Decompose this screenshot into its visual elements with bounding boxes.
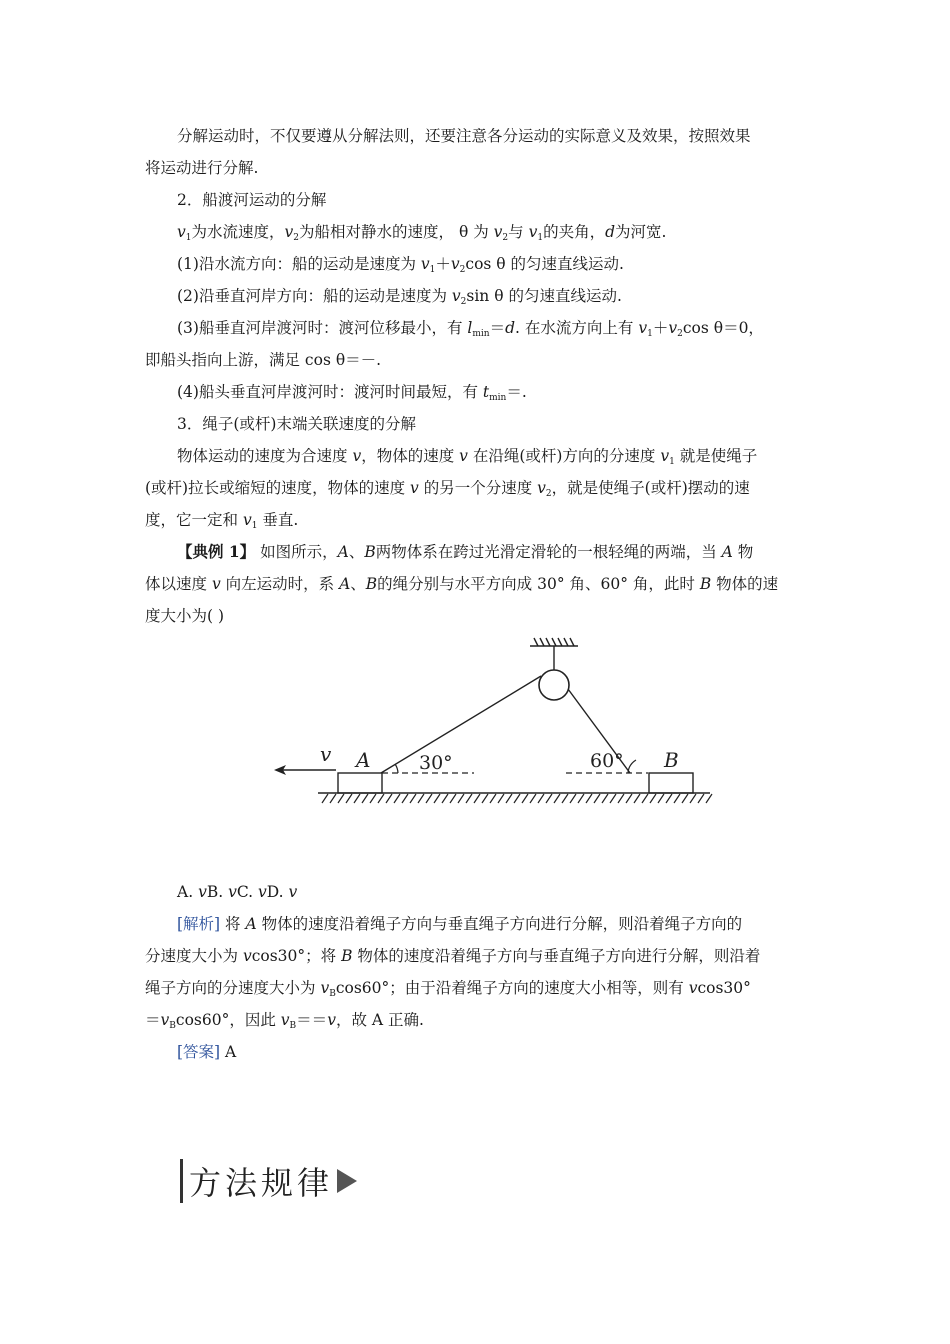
angle-b-label: 60° bbox=[590, 750, 624, 772]
hatch-mark bbox=[578, 794, 584, 803]
example-line: 体以速度 v 向左运动时，系 A、B的绳分别与水平方向成 30° 角、60° 角，此时 B 物体的速 bbox=[145, 575, 779, 593]
hatch-mark bbox=[482, 794, 488, 803]
pulley bbox=[539, 670, 569, 700]
paragraph-line: (或杆)拉长或缩短的速度，物体的速度 v 的另一个分速度 $v_2$，就是使绳子(或杆)摆动的速 bbox=[145, 479, 750, 499]
option-c[interactable]: C. v bbox=[236, 883, 267, 901]
hatch-mark bbox=[402, 794, 408, 803]
hatch-mark bbox=[506, 794, 512, 803]
hatch-mark bbox=[698, 794, 704, 803]
hatch-mark bbox=[338, 794, 344, 803]
hatch-mark bbox=[634, 794, 640, 803]
example-line: 【典例 1】 如图所示，A、B两物体系在跨过光滑定滑轮的一根轻绳的两端，当 A 物 bbox=[177, 542, 754, 561]
hatch-mark bbox=[682, 794, 688, 803]
example-line: 度大小为( ) bbox=[145, 607, 225, 625]
hatch-mark bbox=[354, 794, 360, 803]
angle-arc-a bbox=[395, 764, 398, 773]
hatch-mark bbox=[474, 794, 480, 803]
paragraph-line: 将运动进行分解. bbox=[145, 159, 259, 177]
hatch-mark bbox=[642, 794, 648, 803]
analysis-line: [解析] 将 A 物体的速度沿着绳子方向与垂直绳子方向进行分解，则沿着绳子方向的 bbox=[177, 915, 743, 933]
section-heading: 3．绳子(或杆)末端关联速度的分解 bbox=[177, 415, 416, 433]
hatch-mark bbox=[386, 794, 392, 803]
hatch-mark bbox=[490, 794, 496, 803]
analysis-line: $=v_B\cos 60^\circ$，因此 $v_B==v$，故 A 正确. bbox=[145, 1011, 424, 1031]
hatch-mark bbox=[522, 794, 528, 803]
title-bar bbox=[180, 1159, 183, 1203]
hatch-mark bbox=[434, 794, 440, 803]
play-triangle-icon bbox=[337, 1169, 357, 1193]
hatch-mark bbox=[442, 794, 448, 803]
hatch-mark bbox=[626, 794, 632, 803]
angle-a-label: 30° bbox=[419, 752, 453, 774]
rope-a bbox=[381, 676, 541, 773]
analysis-label: [解析] bbox=[177, 915, 221, 933]
hatch-mark bbox=[610, 794, 616, 803]
hatch-mark bbox=[378, 794, 384, 803]
hatch-mark bbox=[458, 794, 464, 803]
block-a bbox=[338, 773, 382, 793]
option-d[interactable]: D. v bbox=[266, 883, 298, 901]
definition-line: $v_1$为水流速度，$v_2$为船相对静水的速度， θ 为 $v_2$与 $v_1$的夹角，d为河宽. bbox=[177, 223, 667, 243]
hatch-mark bbox=[498, 794, 504, 803]
hatch-mark bbox=[370, 794, 376, 803]
hatch-mark bbox=[362, 794, 368, 803]
hatch-mark bbox=[674, 794, 680, 803]
hatch-mark bbox=[650, 794, 656, 803]
list-item: (3)船垂直河岸渡河时：渡河位移最小，有 $l_{min}=d$. 在水流方向上有 $v_1+v_2\cos$ θ＝0， bbox=[177, 319, 764, 339]
hatch-mark bbox=[538, 794, 544, 803]
answer-options bbox=[177, 882, 842, 902]
hatch-mark bbox=[394, 794, 400, 803]
paragraph-line: 分解运动时，不仅要遵从分解法则，还要注意各分运动的实际意义及效果，按照效果 bbox=[177, 127, 751, 145]
hatch-mark bbox=[450, 794, 456, 803]
paragraph-line: 度，它一定和 $v_1$ 垂直. bbox=[145, 511, 299, 531]
block-b bbox=[649, 773, 693, 793]
answer-line bbox=[177, 1042, 842, 1062]
answer-label: [答案] bbox=[177, 1043, 221, 1061]
list-item-continuation: 即船头指向上游，满足 cos θ＝－. bbox=[145, 351, 382, 369]
ground-hatch bbox=[322, 794, 712, 803]
hatch-mark bbox=[586, 794, 592, 803]
paragraph-line: 物体运动的速度为合速度 v，物体的速度 v 在沿绳(或杆)方向的分速度 $v_1$ 就是使绳子 bbox=[177, 447, 758, 467]
hatch-mark bbox=[666, 794, 672, 803]
pulley-diagram bbox=[268, 636, 718, 816]
block-a-label: A bbox=[356, 748, 371, 772]
hatch-mark bbox=[570, 794, 576, 803]
hatch-mark bbox=[658, 794, 664, 803]
hatch-mark bbox=[330, 794, 336, 803]
ceiling-hatch bbox=[530, 638, 578, 670]
section-heading: 2．船渡河运动的分解 bbox=[177, 191, 327, 209]
section-title-text: 方法规律 bbox=[189, 1164, 334, 1202]
hatch-mark bbox=[554, 794, 560, 803]
velocity-label: v bbox=[320, 742, 332, 766]
hatch-mark bbox=[418, 794, 424, 803]
hatch-mark bbox=[466, 794, 472, 803]
analysis-line: 绳子方向的分速度大小为 $v_B\cos 60^\circ$；由于沿着绳子方向的速度大小相等，则有 vcos30° bbox=[145, 979, 751, 999]
example-label: 【典例 1】 bbox=[177, 542, 256, 561]
option-b[interactable]: B. v bbox=[206, 883, 237, 901]
analysis-line: 分速度大小为 vcos30°；将 B 物体的速度沿着绳子方向与垂直绳子方向进行分解，则沿着 bbox=[145, 947, 761, 965]
hatch-mark bbox=[602, 794, 608, 803]
answer-value: A bbox=[220, 1043, 237, 1061]
hatch-mark bbox=[530, 794, 536, 803]
hatch-mark bbox=[322, 794, 328, 803]
hatch-mark bbox=[346, 794, 352, 803]
section-title bbox=[180, 1158, 357, 1204]
list-item: (4)船头垂直河岸渡河时：渡河时间最短，有 $t_{min}=$. bbox=[177, 383, 527, 403]
block-b-label: B bbox=[664, 748, 679, 772]
hatch-mark bbox=[706, 794, 712, 803]
list-item: (1)沿水流方向：船的运动是速度为 $v_1+v_2\cos$ θ 的匀速直线运动. bbox=[177, 255, 624, 275]
hatch-mark bbox=[410, 794, 416, 803]
hatch-mark bbox=[546, 794, 552, 803]
list-item: (2)沿垂直河岸方向：船的运动是速度为 $v_2\sin$ θ 的匀速直线运动. bbox=[177, 287, 622, 307]
hatch-mark bbox=[426, 794, 432, 803]
option-a[interactable]: A. v bbox=[177, 883, 207, 901]
hatch-mark bbox=[594, 794, 600, 803]
hatch-mark bbox=[562, 794, 568, 803]
hatch-mark bbox=[690, 794, 696, 803]
hatch-mark bbox=[514, 794, 520, 803]
hatch-mark bbox=[618, 794, 624, 803]
